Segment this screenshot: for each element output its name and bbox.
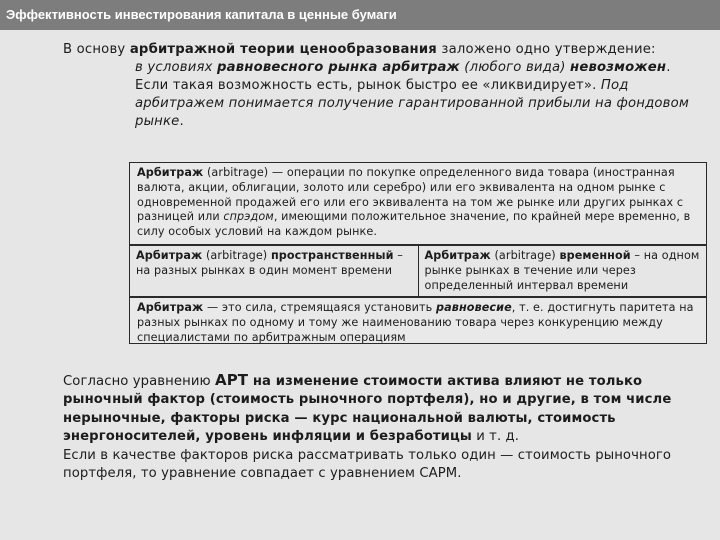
definition-box-spatial [129,245,419,297]
term: Арбитраж [137,166,204,179]
definition-box-equilibrium [129,297,707,344]
apt-factors: на изменение стоимости актива влияют не только рыночный фактор (стоимость рыночного портфеля), но и другие, в том числе нерыночные, факторы риска — курс национальной валюты, стоимость энергоносителей, уровень инфляции и безработицы [63,374,672,445]
definition-text: (arbitrage) — операции по покупке определенного вида товара (иностранная валюта, акции, облигации, золото или серебро) или его эквивалента на одном рынке с одновременной продажей его или его эквивалента на том же рынке или других рынках с разницей или [137,166,684,224]
definition-table [129,162,707,344]
definition-text: , т. е. достигнуть паритета на разных рынках по одному и тому же наименованию товара через конкуренцию между специалистами по арбитражным операциям [137,301,694,344]
intro-text: . [666,60,671,75]
term-kind: пространственный [270,249,394,262]
body-text: Согласно уравнению [63,374,215,389]
definition-text: — это сила, стремящаяся установить [203,301,437,314]
intro-text: В основу [63,42,130,57]
arbitrage-definition: Под арбитражем понимается получение гарантированной прибыли на фондовом рынке [135,78,690,129]
intro-text: заложено одно утверждение: [436,42,656,57]
apt-label: APT [215,371,249,389]
definition-text: – на разных рынках в один момент времени [136,249,403,277]
intro-line-2 [63,59,693,77]
term-kind: временной [559,249,631,262]
definition-text: , имеющими положительное значение, по крайней мере временно, в силу особых условий на каждом рынке. [137,210,691,239]
intro-emphasis: невозможен [570,60,667,75]
intro-text: Если такая возможность есть, рынок быстро ее «ликвидирует». [135,78,601,93]
term: Арбитраж [424,249,491,262]
intro-paragraph [63,41,693,131]
intro-text: . [179,114,184,129]
intro-line-3 [63,77,693,131]
term: Арбитраж [137,301,204,314]
intro-italic: в условиях [135,60,217,75]
spread-term: спрэдом [223,210,274,224]
definition-text: (arbitrage) [490,249,560,262]
definition-box-arbitrage [129,162,707,245]
definition-row-types [129,245,707,297]
body-text: и т. д. [471,429,520,445]
intro-italic: (любого вида) [459,60,571,75]
definition-text: – на одном рынке рынках в течение или через определенный интервал времени [424,249,700,292]
slide-title: Эффективность инвестирования капитала в ценные бумаги [0,0,720,30]
equilibrium-term: равновесие [436,301,512,314]
apt-paragraph [63,371,703,483]
capm-note: Если в качестве факторов риска рассматривать только один — стоимость рыночного портфеля, то уравнение совпадает с уравнением CAPM. [63,447,672,482]
definition-box-temporal [419,245,708,297]
definition-text: (arbitrage) [202,249,271,262]
term: Арбитраж [136,249,203,262]
apt-term: арбитражной теории ценообразования [129,42,437,57]
intro-emphasis: равновесного рынка арбитраж [217,60,460,75]
